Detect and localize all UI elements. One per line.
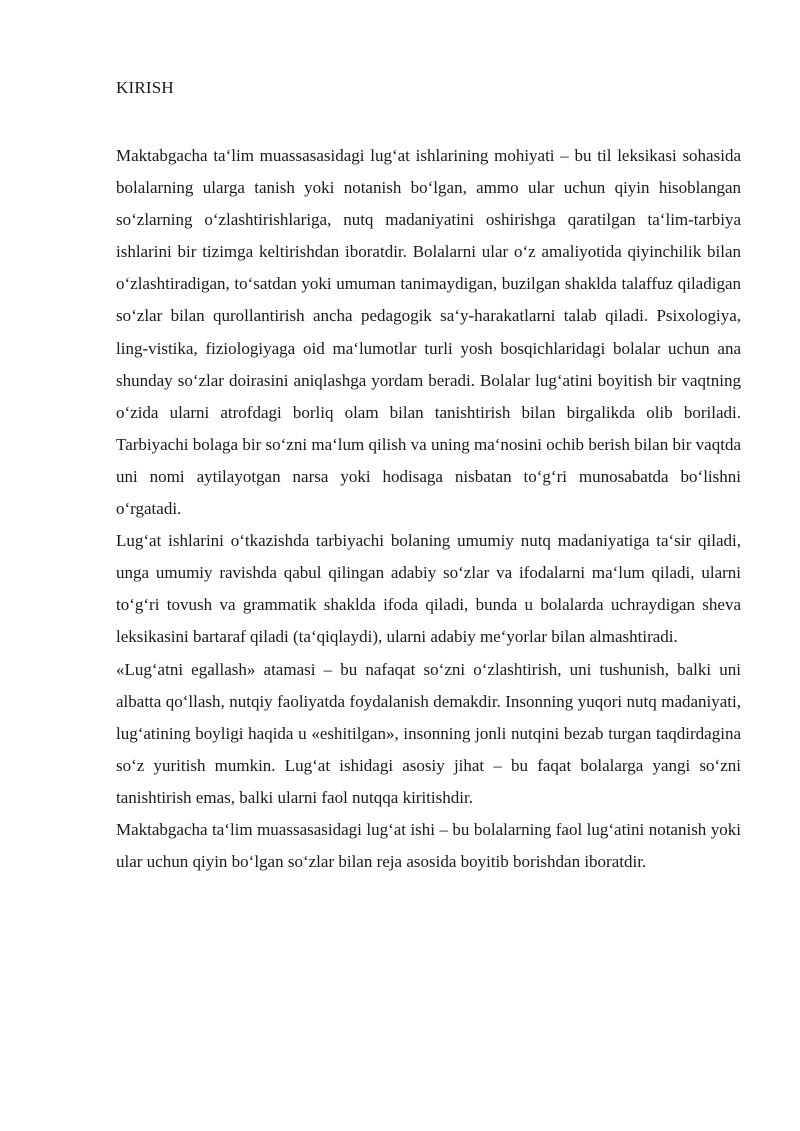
- body-text: [116, 140, 741, 878]
- paragraph: «Lug‘atni egallash» atamasi – bu nafaqat so‘zni o‘zlashtirish, uni tushunish, balki uni albatta qo‘llash, nutqiy faoliyatda foydalanish demakdir. Insonning yuqori nutq madaniyati, lug‘atining boyligi haqida u «eshitilgan», insonning jonli nutqini bezab turgan taqdirdagina so‘z yuritish mumkin. Lug‘at ishidagi asosiy jihat – bu faqat bolalarga yangi so‘zni tanishtirish emas, balki ularni faol nutqqa kiritishdir.: [116, 659, 741, 807]
- paragraph: Maktabgacha ta‘lim muassasasidagi lug‘at ishi – bu bolalarning faol lug‘atini notanish yoki ular uchun qiyin bo‘lgan so‘zlar bilan reja asosida boyitib borishdan iboratdir.: [116, 819, 741, 872]
- paragraph: Maktabgacha ta‘lim muassasasidagi lug‘at ishlarining mohiyati – bu til leksikasi sohasida bolalarning ularga tanish yoki notanish bo‘lgan, ammo ular uchun qiyin hisoblangan so‘zlarning o‘zlashtirishlariga, nutq madaniyatini oshirishga qaratilgan ta‘lim-tarbiya ishlarini bir tizimga keltirishdan iboratdir. Bolalarni ular o‘z amaliyotida qiyinchilik bilan o‘zlashtiradigan, to‘satdan yoki umuman tanimaydigan, buzilgan shaklda talaffuz qiladigan so‘zlar bilan qurollantirish ancha pedagogik sa‘y-harakatlarni talab qiladi. Psixologiya, ling-vistika, fiziologiyaga oid ma‘lumotlar turli yosh bosqichlaridagi bolalar uchun ana shunday so‘zlar doirasini aniqlashga yordam beradi. Bolalar lug‘atini boyitish bir vaqtning o‘zida ularni atrofdagi borliq olam bilan tanishtirish bilan birgalikda olib boriladi. Tarbiyachi bolaga bir so‘zni ma‘lum qilish va uning ma‘nosini ochib berish bilan bir vaqtda uni nomi aytilayotgan narsa yoki hodisaga nisbatan to‘g‘ri munosabatda bo‘lishni o‘rgatadi.: [116, 146, 741, 519]
- section-heading: KIRISH: [116, 78, 174, 97]
- paragraph: Lug‘at ishlarini o‘tkazishda tarbiyachi bolaning umumiy nutq madaniyatiga ta‘sir qiladi, unga umumiy ravishda qabul qilingan adabiy so‘zlar va ifodalarni ma‘lum qiladi, ularni to‘g‘ri tovush va grammatik shaklda ifoda qiladi, bunda u bolalarda uchraydigan sheva leksikasini bartaraf qiladi (ta‘qiqlaydi), ularni adabiy me‘yorlar bilan almashtiradi.: [116, 531, 741, 647]
